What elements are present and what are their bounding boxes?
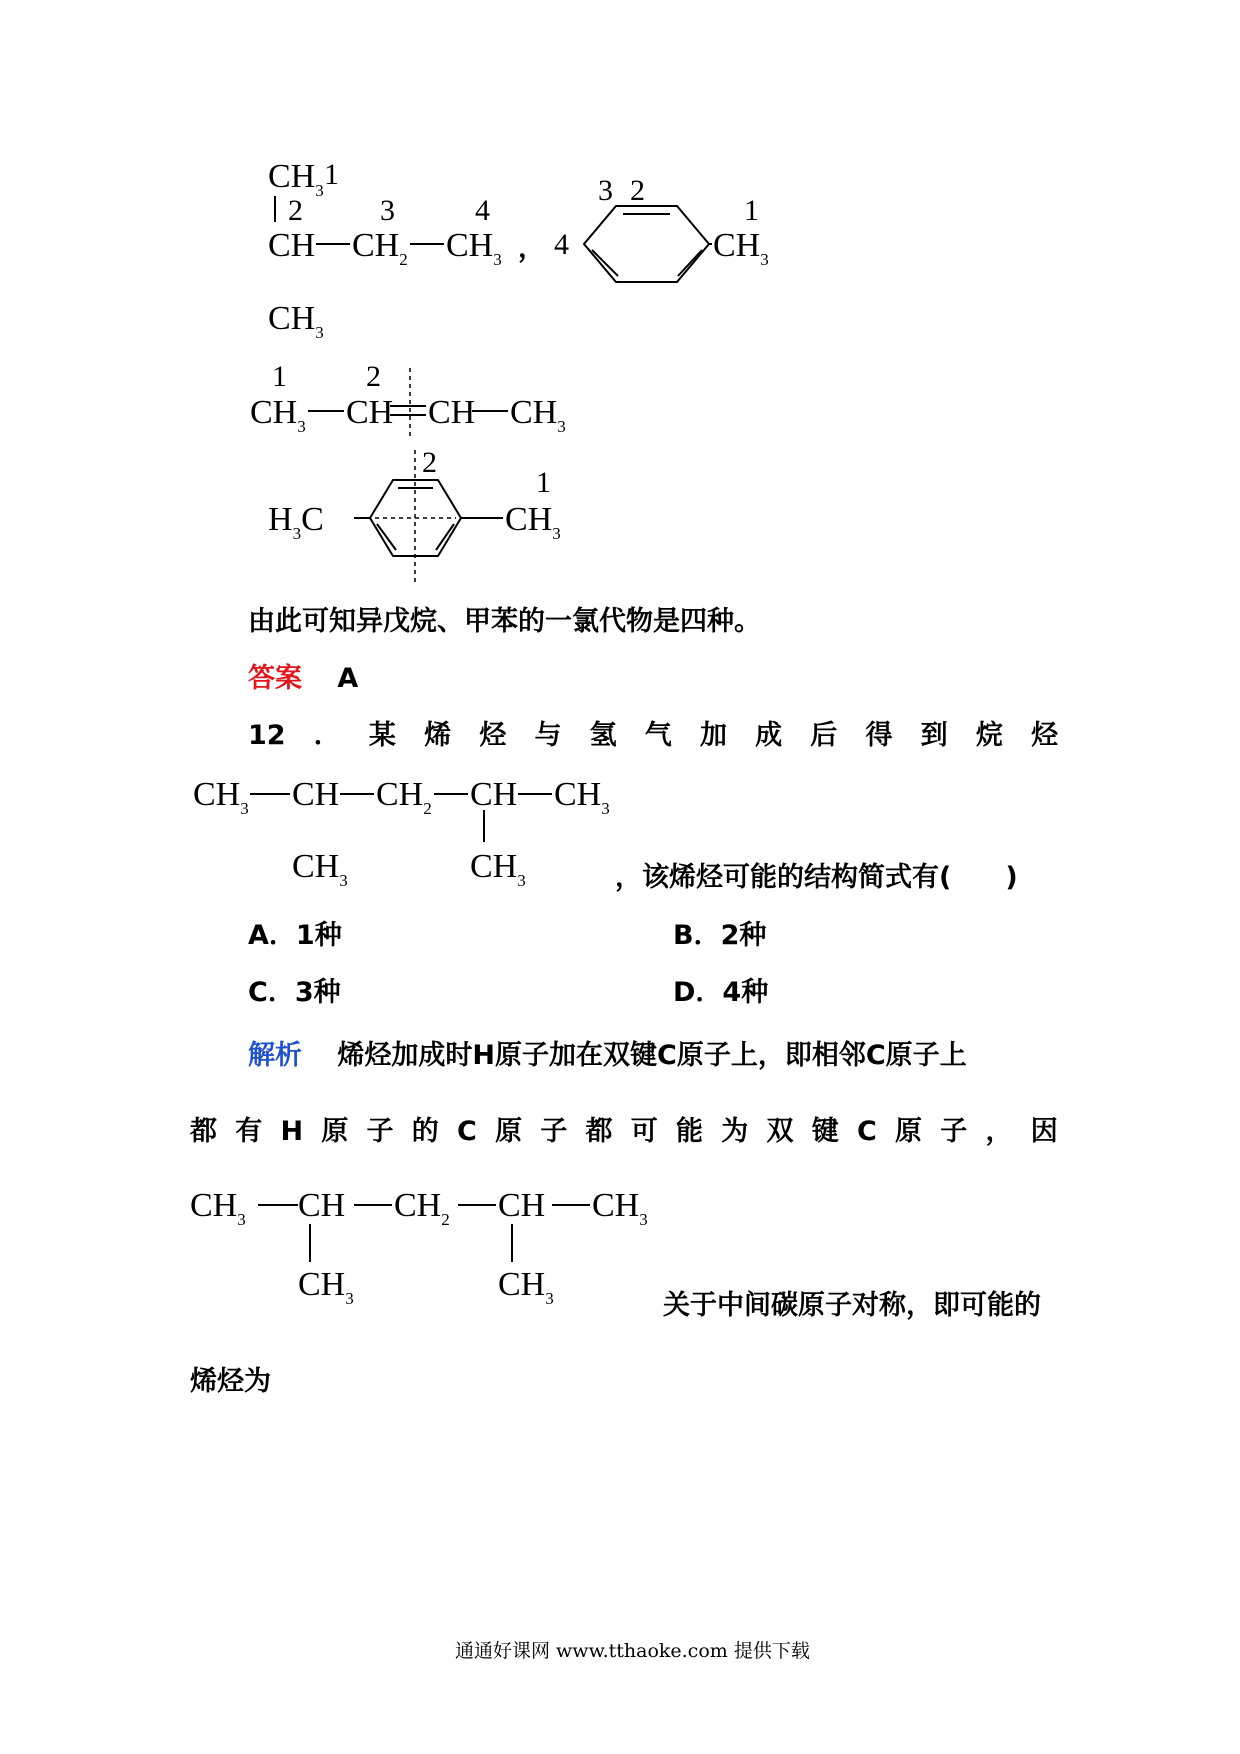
ch3-group: CH <box>446 227 494 264</box>
ring-label-1: 1 <box>744 194 759 227</box>
answer-line <box>248 665 358 692</box>
xylene-h: H <box>268 501 293 538</box>
answer-value: A <box>337 663 359 694</box>
label-2: 2 <box>288 194 303 227</box>
butene-ch-left: CH <box>346 394 394 431</box>
butene-label-1: 1 <box>272 360 287 393</box>
question-line-1: 12 ． 某 烯 烃 与 氢 气 加 成 后 得 到 烷 烃 <box>248 720 1058 751</box>
xylene-label-1: 1 <box>536 466 551 499</box>
analysis-tail: 关于中间碳原子对称，即可能的 <box>663 1290 1041 1321</box>
butene-label-2: 2 <box>366 360 381 393</box>
analysis-last-line: 烯烃为 <box>190 1366 271 1397</box>
label-3: 3 <box>380 194 395 227</box>
xylene-label-2: 2 <box>422 446 437 479</box>
benzene-ring-1 <box>584 206 709 282</box>
footer-text: 通通好课网 www.tthaoke.com 提供下载 <box>455 1640 810 1662</box>
answer-label: 答案 <box>248 663 302 694</box>
question-tail: ，该烯烃可能的结构简式有( ) <box>615 862 1018 893</box>
bottom-ch3: CH <box>268 300 316 337</box>
ring-label-4: 4 <box>554 228 569 261</box>
conclusion-text: 由此可知异戊烷、甲苯的一氯代物是四种。 <box>248 606 761 637</box>
ch-group: CH <box>268 227 316 264</box>
option-b[interactable]: B．2种 <box>673 920 767 951</box>
label-1: 1 <box>324 158 339 191</box>
top-ch3: CH <box>268 158 316 195</box>
ch2-group: CH <box>352 227 400 264</box>
option-c[interactable]: C．3种 <box>248 977 341 1008</box>
separator-comma: ， <box>518 233 545 264</box>
analysis-line-2: 都 有 H 原 子 的 C 原 子 都 可 能 为 双 键 C 原 子 ， 因 <box>190 1116 1058 1147</box>
ring-ch3: CH <box>713 227 761 264</box>
ring-label-2: 2 <box>630 174 645 207</box>
analysis-line-1: 解析 烯烃加成时H原子加在双键C原子上，即相邻C原子上 <box>248 1040 967 1071</box>
xylene-c: C <box>301 501 324 538</box>
option-d[interactable]: D．4种 <box>673 977 769 1008</box>
analysis-label: 解析 <box>248 1040 302 1071</box>
butene-ch3-right: CH <box>510 394 558 431</box>
butene-ch3-left: CH <box>250 394 298 431</box>
label-4: 4 <box>475 194 490 227</box>
xylene-ch3: CH <box>505 501 553 538</box>
option-a[interactable]: A．1种 <box>248 920 342 951</box>
butene-ch-right: CH <box>428 394 476 431</box>
ring-label-3: 3 <box>598 174 613 207</box>
